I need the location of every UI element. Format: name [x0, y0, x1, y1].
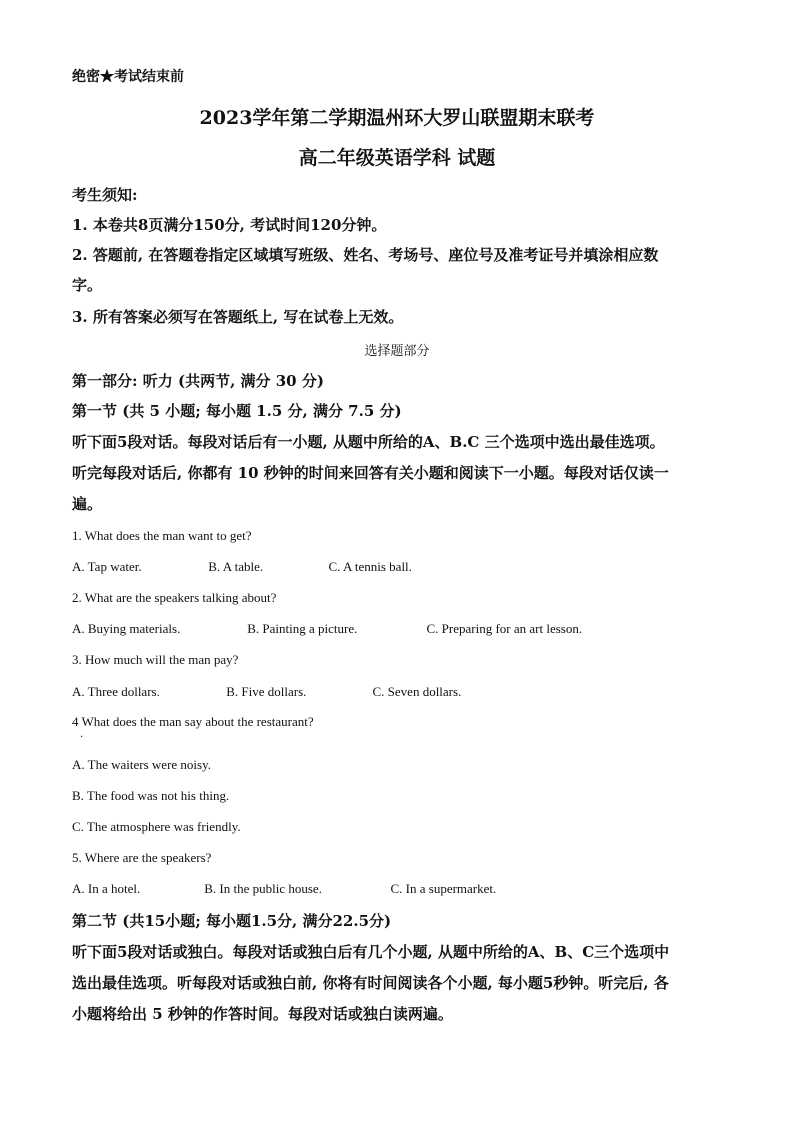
question-3: 3. How much will the man pay? — [72, 652, 239, 667]
instructions-2c: 小题将给出 5 秒钟的作答时间。每段对话或独白读两遍。 — [72, 1005, 453, 1023]
section-2-heading: 第二节 (共15小题; 每小题1.5分, 满分22.5分) — [72, 912, 392, 930]
option-c: C. Seven dollars. — [372, 684, 462, 699]
question-1-options — [72, 559, 412, 575]
question-5-options — [72, 881, 496, 897]
stray-dot-mark: · — [80, 732, 84, 743]
option-a: A. In a hotel. — [72, 881, 141, 896]
question-2-options — [72, 621, 582, 637]
notice-item-1: 1. 本卷共8页满分150分, 考试时间120分钟。 — [72, 216, 387, 234]
notice-heading: 考生须知: — [72, 186, 138, 204]
question-2: 2. What are the speakers talking about? — [72, 590, 277, 605]
option-b: B. Painting a picture. — [247, 621, 358, 636]
instructions-1a: 听下面5段对话。每段对话后有一小题, 从题中所给的A、B.C 三个选项中选出最佳选项。 — [72, 433, 665, 451]
notice-item-3: 3. 所有答案必须写在答题纸上, 写在试卷上无效。 — [72, 308, 404, 326]
option-c: C. A tennis ball. — [328, 559, 412, 574]
question-5: 5. Where are the speakers? — [72, 850, 212, 865]
section-label: 选择题部分 — [364, 344, 430, 359]
option-a: A. Buying materials. — [72, 621, 181, 636]
question-4-option-a: A. The waiters were noisy. — [72, 757, 211, 772]
question-4-option-c: C. The atmosphere was friendly. — [72, 819, 241, 834]
question-3-options — [72, 684, 461, 700]
exam-subtitle: 高二年级英语学科 试题 — [298, 147, 496, 169]
option-a: A. Three dollars. — [72, 684, 160, 699]
option-b: B. In the public house. — [204, 881, 322, 896]
option-c: C. In a supermarket. — [390, 881, 497, 896]
exam-title: 2023学年第二学期温州环大罗山联盟期末联考 — [199, 107, 595, 129]
part-1-heading: 第一部分: 听力 (共两节, 满分 30 分) — [72, 372, 324, 390]
section-1-heading: 第一节 (共 5 小题; 每小题 1.5 分, 满分 7.5 分) — [72, 402, 402, 420]
option-a: A. Tap water. — [72, 559, 142, 574]
option-b: B. Five dollars. — [226, 684, 307, 699]
instructions-2b: 选出最佳选项。听每段对话或独白前, 你将有时间阅读各个小题, 每小题5秒钟。听完后, 各 — [72, 974, 669, 992]
instructions-1c: 遍。 — [72, 495, 103, 513]
option-c: C. Preparing for an art lesson. — [426, 621, 583, 636]
instructions-2a: 听下面5段对话或独白。每段对话或独白后有几个小题, 从题中所给的A、B、C三个选项中 — [72, 943, 670, 961]
option-b: B. A table. — [208, 559, 264, 574]
question-1: 1. What does the man want to get? — [72, 528, 252, 543]
notice-item-2: 2. 答题前, 在答题卷指定区域填写班级、姓名、考场号、座位号及准考证号并填涂相应数 — [72, 246, 659, 264]
confidential-label: 绝密★考试结束前 — [72, 69, 184, 85]
question-4-option-b: B. The food was not his thing. — [72, 788, 230, 803]
notice-item-2-cont: 字。 — [72, 276, 103, 294]
instructions-1b: 听完每段对话后, 你都有 10 秒钟的时间来回答有关小题和阅读下一小题。每段对话仅读一 — [72, 464, 669, 482]
question-4: 4 What does the man say about the restaurant? — [72, 714, 314, 729]
